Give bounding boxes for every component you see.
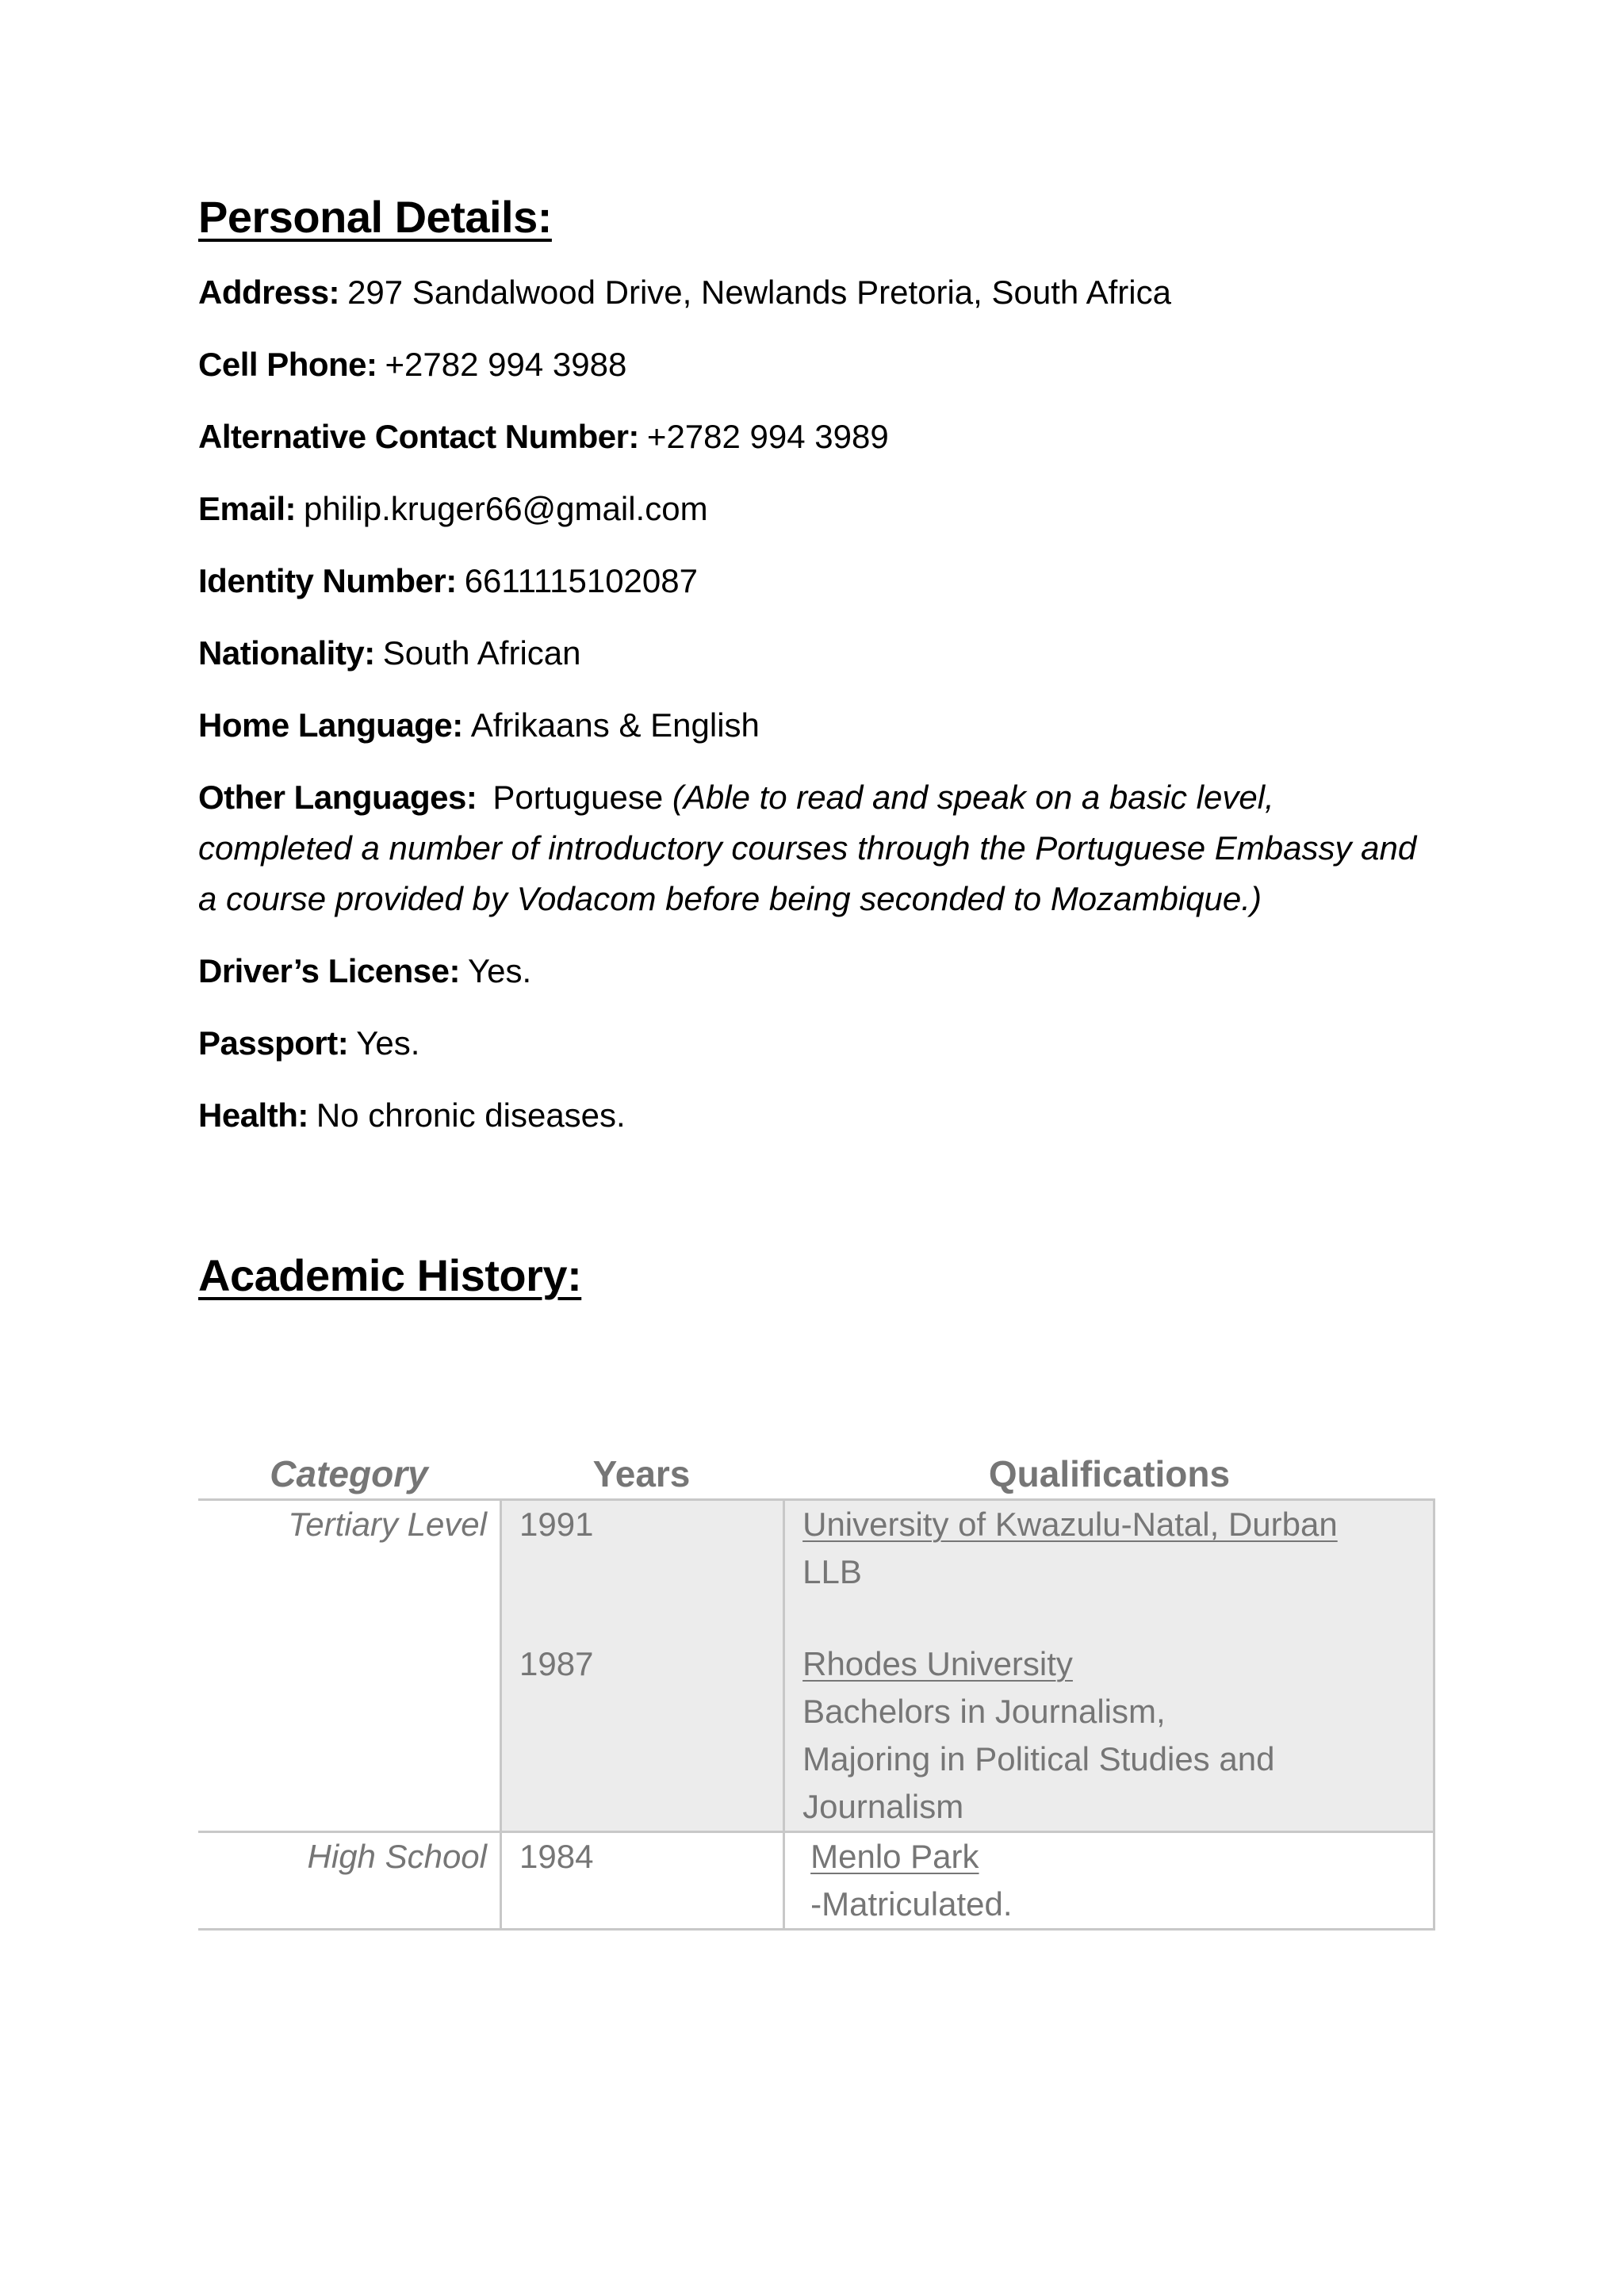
cell-phone-label: Cell Phone:	[198, 346, 377, 384]
academic-history-table	[198, 1443, 1435, 1931]
institution-ukzn: University of Kwazulu-Natal, Durban	[802, 1506, 1338, 1543]
cell-phone-value: +2782 994 3988	[385, 346, 627, 384]
email-row	[198, 484, 1435, 534]
home-language-value: Afrikaans & English	[470, 706, 760, 744]
other-languages-row	[198, 772, 1435, 924]
qualification-line-2: Majoring in Political Studies and	[802, 1740, 1275, 1777]
cell-phone-row	[198, 339, 1435, 390]
alt-contact-row	[198, 411, 1435, 462]
tertiary-body	[500, 1501, 1435, 1831]
alt-contact-label: Alternative Contact Number:	[198, 418, 639, 456]
qualification-line-3: Journalism	[802, 1788, 964, 1825]
other-languages-value: Portuguese	[492, 779, 664, 817]
institution-menlo-park: Menlo Park	[810, 1838, 979, 1875]
highschool-body	[500, 1833, 1435, 1928]
nationality-row	[198, 628, 1435, 679]
qualification-llb: LLB	[802, 1553, 862, 1590]
table-row-highschool	[198, 1833, 1435, 1931]
other-languages-note: (Able to read and speak on a basic level, completed a number of introductory courses through the Portuguese Embassy and a course provided by Vodacom before being seconded to Mozambique.)	[198, 779, 1417, 918]
year-1984: 1984	[519, 1838, 594, 1875]
year-1987: 1987	[519, 1645, 594, 1682]
passport-value: Yes.	[356, 1024, 420, 1062]
email-label: Email:	[198, 490, 297, 528]
identity-number-label: Identity Number:	[198, 562, 457, 600]
address-label: Address:	[198, 274, 340, 312]
health-value: No chronic diseases.	[316, 1096, 626, 1135]
category-highschool: High School	[307, 1838, 487, 1875]
other-languages-label: Other Languages:	[198, 779, 477, 817]
health-label: Health:	[198, 1096, 308, 1135]
drivers-license-label: Driver’s License:	[198, 952, 461, 990]
highschool-years	[502, 1833, 785, 1928]
year-1991: 1991	[519, 1506, 594, 1543]
resume-page	[198, 190, 1435, 1923]
table-header	[198, 1443, 1435, 1501]
address-value: 297 Sandalwood Drive, Newlands Pretoria, South Africa	[347, 274, 1171, 312]
qualification-matriculated: -Matriculated.	[810, 1885, 1013, 1923]
drivers-license-row	[198, 946, 1435, 997]
header-qualifications: Qualifications	[988, 1453, 1231, 1494]
personal-details-list	[198, 267, 1435, 1141]
nationality-label: Nationality:	[198, 634, 375, 672]
qualification-line-1: Bachelors in Journalism,	[802, 1693, 1166, 1730]
drivers-license-value: Yes.	[468, 952, 532, 990]
alt-contact-value: +2782 994 3989	[646, 418, 889, 456]
academic-history-heading: Academic History:	[198, 1250, 582, 1301]
health-row	[198, 1090, 1435, 1141]
institution-rhodes: Rhodes University	[802, 1645, 1073, 1682]
header-years: Years	[592, 1453, 691, 1494]
passport-label: Passport:	[198, 1024, 349, 1062]
personal-details-heading: Personal Details:	[198, 192, 552, 242]
home-language-label: Home Language:	[198, 706, 463, 744]
tertiary-qualifications	[785, 1501, 1433, 1831]
header-category: Category	[270, 1453, 428, 1494]
category-tertiary: Tertiary Level	[288, 1506, 487, 1543]
email-value: philip.kruger66@gmail.com	[304, 490, 708, 528]
identity-number-row	[198, 556, 1435, 607]
address-row	[198, 267, 1435, 318]
nationality-value: South African	[382, 634, 581, 672]
highschool-qualifications	[785, 1833, 1433, 1928]
table-row-tertiary	[198, 1501, 1435, 1833]
home-language-row	[198, 700, 1435, 751]
passport-row	[198, 1018, 1435, 1069]
tertiary-years	[502, 1501, 785, 1831]
identity-number-value: 6611115102087	[464, 562, 698, 600]
